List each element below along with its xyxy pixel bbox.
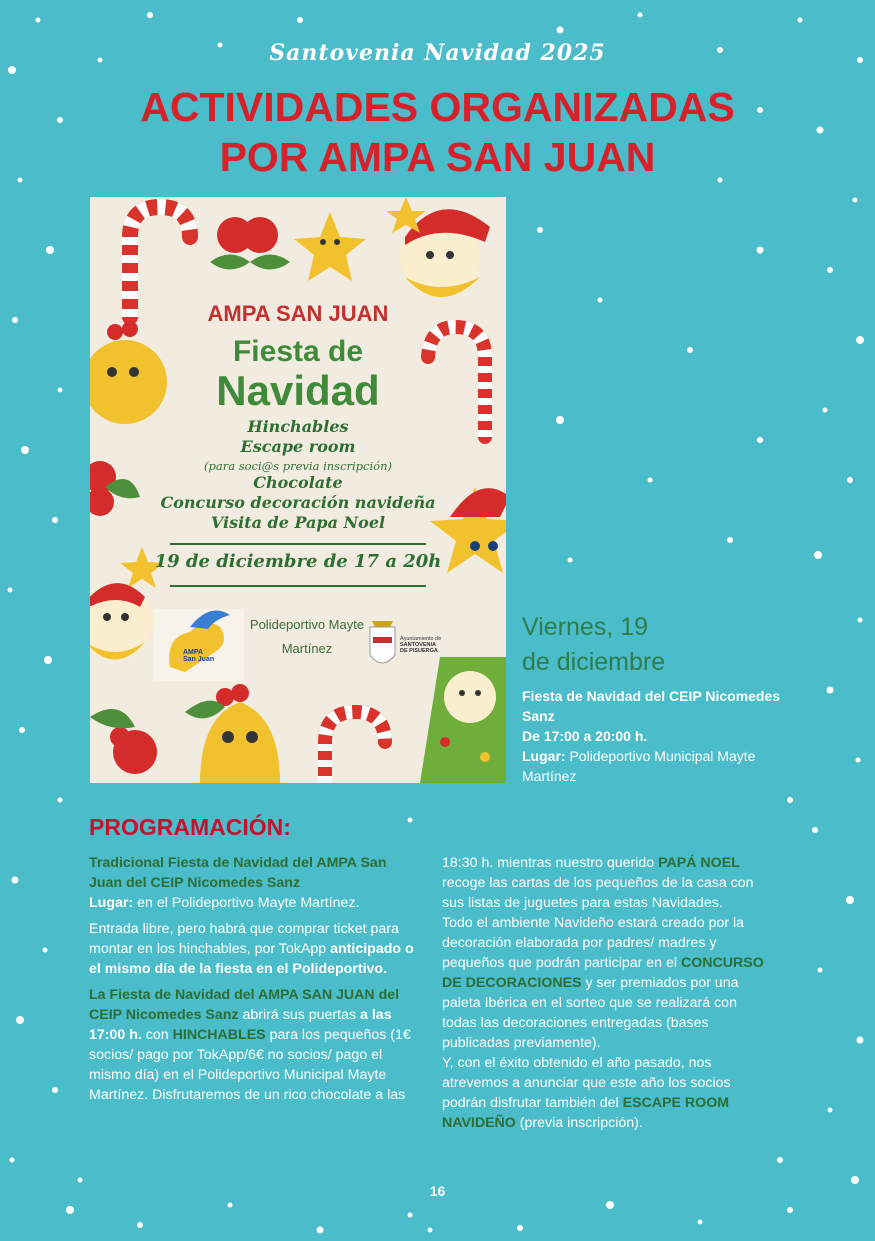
page-number: 16 (429, 1183, 446, 1199)
event-info (522, 686, 782, 786)
ayto-label3: DE PISUERGA (400, 648, 438, 654)
poster-date: 19 de diciembre de 17 a 20h (154, 551, 442, 572)
ampa-logo-label2: San Juan (183, 656, 215, 663)
poster-divider (170, 585, 426, 587)
ayuntamiento-logo-label (400, 636, 466, 654)
programacion-left-column (89, 853, 414, 1111)
poster-item: Concurso decoración navideña (160, 493, 436, 512)
paragraph (89, 853, 414, 913)
poster-divider (170, 543, 426, 545)
body-text: Entrada libre, pero habrá que comprar ticket para montar en los hinchables, por TokApp (89, 921, 399, 957)
poster-title-main: Navidad (216, 367, 380, 414)
highlight-text: CONCURSO DE DECORACIONES (442, 955, 764, 991)
poster-venue-line2: Martínez (281, 641, 333, 656)
programacion-heading: PROGRAMACIÓN: (89, 814, 291, 840)
body-text: para los pequeños (1€ socios/ pago por TokApp/6€ no socios/ pago el mismo día) en el Polideportivo Municipal Mayte Martínez. Disfrutaremos de un rico chocolate a las (89, 1027, 411, 1103)
event-date (522, 610, 782, 680)
poster-item: Hinchables (247, 417, 349, 436)
poster-org: AMPA SAN JUAN (207, 301, 389, 326)
poster-venue-line1: Polideportivo Mayte (249, 617, 365, 632)
poster-item: Escape room (240, 437, 356, 456)
highlight-text: ESCAPE ROOM NAVIDEÑO (442, 1095, 730, 1131)
event-time: De 17:00 a 20:00 h. (522, 728, 648, 744)
ampa-logo-label (183, 649, 223, 663)
event-poster (90, 197, 506, 783)
paragraph (89, 985, 414, 1105)
event-date-line1: Viernes, 19 (522, 613, 649, 641)
label-text: Lugar: (89, 895, 134, 911)
poster-item: (para soci@s previa inscripción) (204, 459, 392, 473)
body-text: recoge las cartas de los pequeños de la casa con sus listas de juguetes para estas Navidades. (442, 875, 754, 911)
highlight-text: PAPÁ NOEL (658, 855, 740, 871)
poster-venue (232, 613, 382, 661)
event-date-line2: de diciembre (522, 648, 666, 676)
body-text: Y, con el éxito obtenido el año pasado, nos atrevemos a anunciar que este año los socios podrán disfrutar también del (442, 1055, 731, 1111)
body-text: (previa inscripción). (519, 1115, 643, 1131)
highlight-text: Tradicional Fiesta de Navidad del AMPA San Juan del CEIP Nicomedes Sanz (89, 855, 387, 891)
event-place-label: Lugar: (522, 748, 566, 764)
ayto-label2: SANTOVENIA (400, 642, 436, 648)
bold-text: anticipado o el mismo día de la fiesta en el Polideportivo. (89, 941, 414, 977)
page-title (0, 82, 875, 182)
highlight-text: La Fiesta de Navidad del AMPA SAN JUAN del CEIP Nicomedes Sanz (89, 987, 400, 1023)
body-text: con (145, 1027, 169, 1043)
page-title-line2: POR AMPA SAN JUAN (219, 134, 656, 180)
paragraph (89, 919, 414, 979)
header-script-title: Santovenia Navidad 2025 (269, 40, 606, 66)
paragraph (442, 853, 772, 1133)
highlight-text: HINCHABLES (172, 1027, 266, 1043)
programacion-right-column (442, 853, 772, 1133)
event-name: Fiesta de Navidad del CEIP Nicomedes Sanz (522, 688, 781, 724)
ampa-logo-label1: AMPA (183, 649, 204, 656)
ayto-label1: Ayuntamiento de (400, 636, 442, 642)
event-place: Polideportivo Municipal Mayte Martínez (522, 748, 756, 784)
page-title-line1: ACTIVIDADES ORGANIZADAS (140, 84, 735, 130)
poster-title-top: Fiesta de (232, 335, 364, 368)
body-text: 18:30 h. mientras nuestro querido (442, 855, 655, 871)
poster-item: Visita de Papa Noel (210, 513, 386, 532)
poster-item: Chocolate (253, 473, 343, 492)
body-text: Todo el ambiente Navideño estará creado por la decoración elaborada por padres/ madres y pequeños que podrán participar en el (442, 915, 745, 971)
body-text: y ser premiados por una paleta Ibérica en el sorteo que se realizará con todas las decoraciones entregadas (bases publicadas previamente). (442, 975, 739, 1051)
body-text: en el Polideportivo Mayte Martínez. (137, 895, 360, 911)
body-text: abrirá sus puertas (242, 1007, 357, 1023)
bold-text: a las 17:00 h. (89, 1007, 392, 1043)
